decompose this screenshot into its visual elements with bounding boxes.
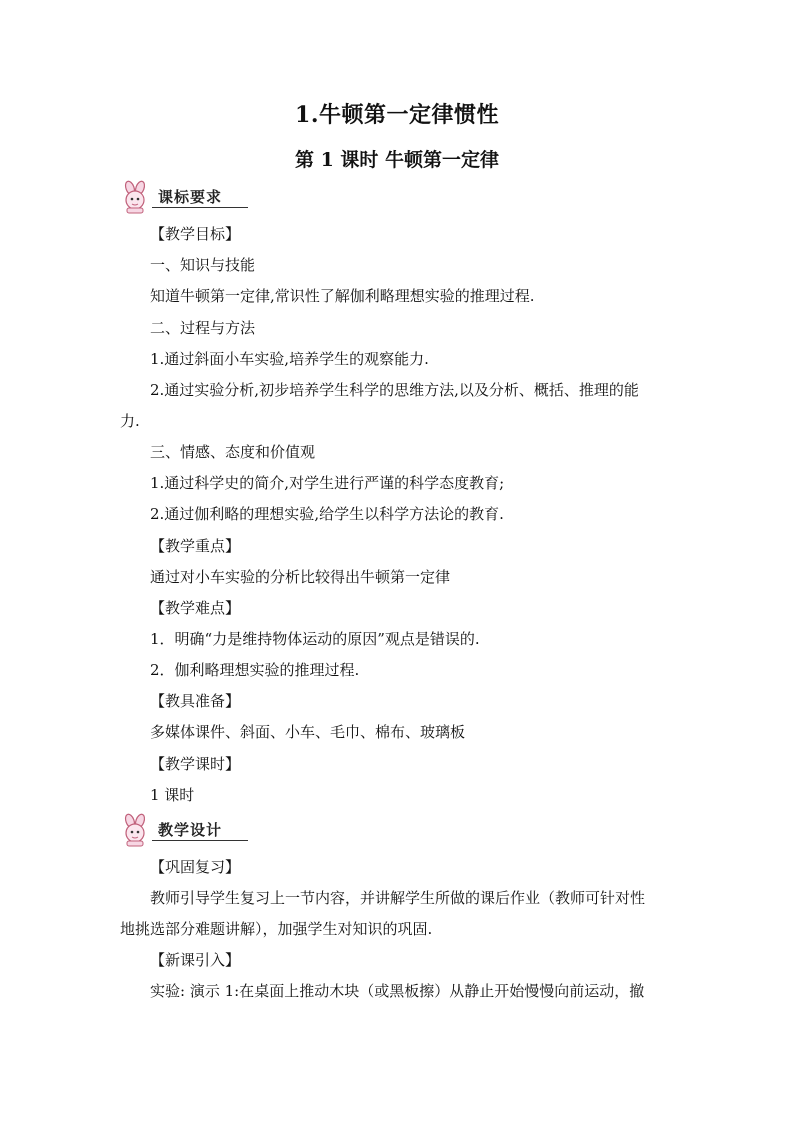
line-process-2: 2.通过实验分析,初步培养学生科学的思维方法,以及分析、概括、推理的能 bbox=[150, 381, 639, 399]
line-teaching-goals: 【教学目标】 bbox=[150, 225, 241, 243]
page-title: 1.牛顿第一定律惯性 bbox=[295, 102, 499, 128]
line-emotion-1: 1.通过科学史的简介,对学生进行严谨的科学态度教育; bbox=[150, 474, 505, 492]
section-banner-label: 教学设计 bbox=[158, 821, 223, 839]
line-difficulty-1: 1．明确“力是维持物体运动的原因”观点是错误的. bbox=[150, 630, 480, 648]
line-process-methods: 二、过程与方法 bbox=[150, 319, 256, 337]
line-review-detail: 教师引导学生复习上一节内容，并讲解学生所做的课后作业（教师可针对性 bbox=[150, 889, 646, 907]
banner-underline bbox=[152, 207, 248, 208]
line-emotion-2: 2.通过伽利略的理想实验,给学生以科学方法论的教育. bbox=[150, 505, 504, 523]
line-class-hours-detail: 1 课时 bbox=[150, 786, 195, 804]
rabbit-mascot-icon bbox=[118, 813, 156, 847]
line-new-lesson: 【新课引入】 bbox=[150, 951, 241, 969]
line-process-2-cont: 力. bbox=[120, 412, 140, 430]
line-knowledge-skills: 一、知识与技能 bbox=[150, 256, 256, 274]
line-equipment: 【教具准备】 bbox=[150, 692, 241, 710]
line-knowledge-detail: 知道牛顿第一定律,常识性了解伽利略理想实验的推理过程. bbox=[150, 287, 535, 305]
banner-underline bbox=[152, 840, 248, 841]
line-review-detail-cont: 地挑选部分难题讲解），加强学生对知识的巩固. bbox=[120, 920, 433, 938]
section-banner-requirements bbox=[118, 180, 248, 214]
line-class-hours: 【教学课时】 bbox=[150, 755, 241, 773]
line-key-points-detail: 通过对小车实验的分析比较得出牛顿第一定律 bbox=[150, 568, 451, 586]
lesson-subtitle: 第 1 课时 牛顿第一定律 bbox=[294, 149, 500, 171]
section-banner-label: 课标要求 bbox=[158, 188, 223, 206]
line-difficulties: 【教学难点】 bbox=[150, 599, 241, 617]
line-review: 【巩固复习】 bbox=[150, 858, 241, 876]
line-experiment: 实验: 演示 1:在桌面上推动木块（或黑板擦）从静止开始慢慢向前运动，撤 bbox=[150, 982, 645, 1000]
rabbit-mascot-icon bbox=[118, 180, 156, 214]
line-key-points: 【教学重点】 bbox=[150, 537, 241, 555]
line-emotion-values: 三、情感、态度和价值观 bbox=[150, 443, 316, 461]
line-difficulty-2: 2．伽利略理想实验的推理过程. bbox=[150, 661, 360, 679]
line-process-1: 1.通过斜面小车实验,培养学生的观察能力. bbox=[150, 350, 429, 368]
section-banner-design bbox=[118, 813, 248, 847]
line-equipment-detail: 多媒体课件、斜面、小车、毛巾、棉布、玻璃板 bbox=[150, 723, 466, 741]
